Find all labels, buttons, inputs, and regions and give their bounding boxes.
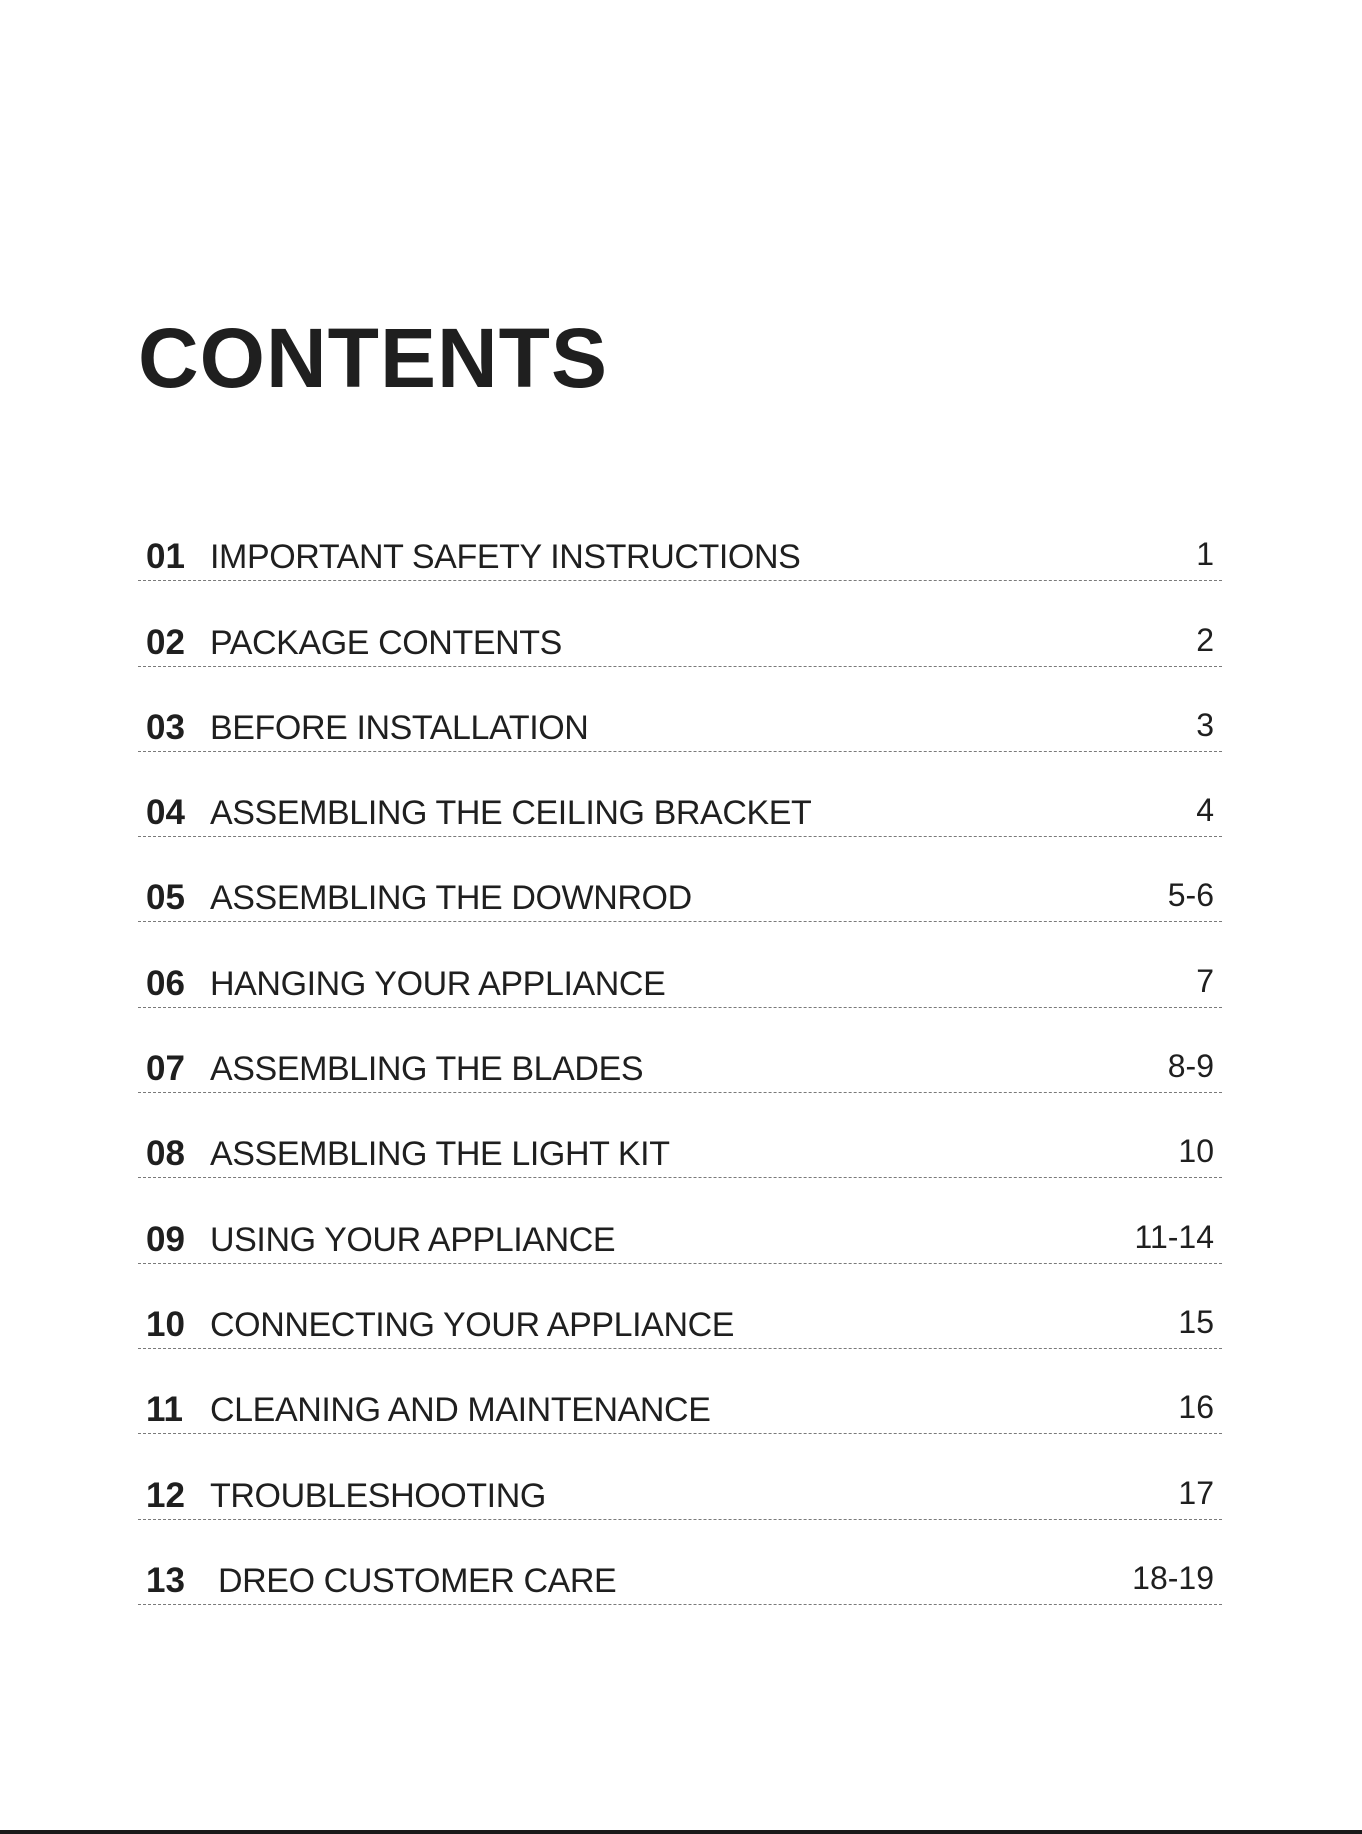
toc-entry (138, 1178, 1222, 1263)
toc-entry-title: HANGING YOUR APPLIANCE (210, 964, 666, 1003)
page-title: CONTENTS (138, 311, 608, 405)
toc-entry-title: CONNECTING YOUR APPLIANCE (210, 1305, 735, 1344)
toc-entry-title: ASSEMBLING THE LIGHT KIT (210, 1135, 670, 1174)
toc-entry (138, 837, 1222, 922)
toc-entry-title: ASSEMBLING THE CEILING BRACKET (210, 794, 812, 833)
toc-entry-page: 7 (1196, 962, 1214, 999)
toc-entry-page: 1 (1196, 536, 1214, 573)
toc-entry-number: 06 (146, 963, 185, 1003)
toc-entry-number: 08 (146, 1134, 185, 1174)
toc-entry-page: 4 (1196, 792, 1214, 829)
toc-entry (138, 1008, 1222, 1093)
toc-entry-number: 01 (146, 537, 185, 577)
toc-entry-title: ASSEMBLING THE BLADES (210, 1050, 644, 1089)
toc-entry-number: 11 (146, 1390, 183, 1430)
toc-entry-number: 02 (146, 622, 185, 662)
toc-entry-title: PACKAGE CONTENTS (210, 623, 562, 662)
toc-entry-page: 16 (1178, 1389, 1214, 1426)
toc-entry (138, 1349, 1222, 1434)
toc-entry (138, 922, 1222, 1007)
toc-entry-page: 11-14 (1134, 1218, 1214, 1255)
toc-entry-page: 3 (1196, 706, 1214, 743)
toc-entry-page: 18-19 (1132, 1559, 1214, 1596)
toc-entry-page: 2 (1196, 621, 1214, 658)
toc-entry-page: 8-9 (1167, 1048, 1214, 1085)
toc-entry (138, 581, 1222, 666)
page-bottom-rule (0, 1830, 1362, 1834)
toc-entry-number: 09 (146, 1219, 185, 1259)
toc-entry (138, 1264, 1222, 1349)
toc-entry-title: USING YOUR APPLIANCE (210, 1220, 616, 1259)
toc-entry (138, 752, 1222, 837)
toc-entry (138, 1434, 1222, 1519)
toc-entry-page: 10 (1178, 1133, 1214, 1170)
toc-entry (138, 1093, 1222, 1178)
toc-entry-page: 15 (1178, 1303, 1214, 1340)
toc-entry (138, 1520, 1222, 1605)
toc-entry-title: TROUBLESHOOTING (210, 1476, 546, 1515)
toc-entry-title: BEFORE INSTALLATION (210, 708, 589, 747)
table-of-contents (138, 496, 1222, 1605)
toc-entry-number: 10 (146, 1304, 185, 1344)
toc-entry-number: 03 (146, 707, 185, 747)
toc-entry-title: IMPORTANT SAFETY INSTRUCTIONS (210, 538, 801, 577)
toc-entry-number: 13 (146, 1560, 185, 1600)
toc-entry-page: 5-6 (1167, 877, 1214, 914)
toc-entry-title: DREO CUSTOMER CARE (218, 1561, 617, 1600)
toc-entry (138, 496, 1222, 581)
toc-entry-page: 17 (1178, 1474, 1214, 1511)
toc-entry-number: 12 (146, 1475, 185, 1515)
toc-entry-title: ASSEMBLING THE DOWNROD (210, 879, 692, 918)
toc-entry-number: 07 (146, 1049, 185, 1089)
toc-entry-number: 05 (146, 878, 185, 918)
toc-entry (138, 667, 1222, 752)
toc-entry-number: 04 (146, 793, 185, 833)
toc-entry-title: CLEANING AND MAINTENANCE (210, 1391, 711, 1430)
